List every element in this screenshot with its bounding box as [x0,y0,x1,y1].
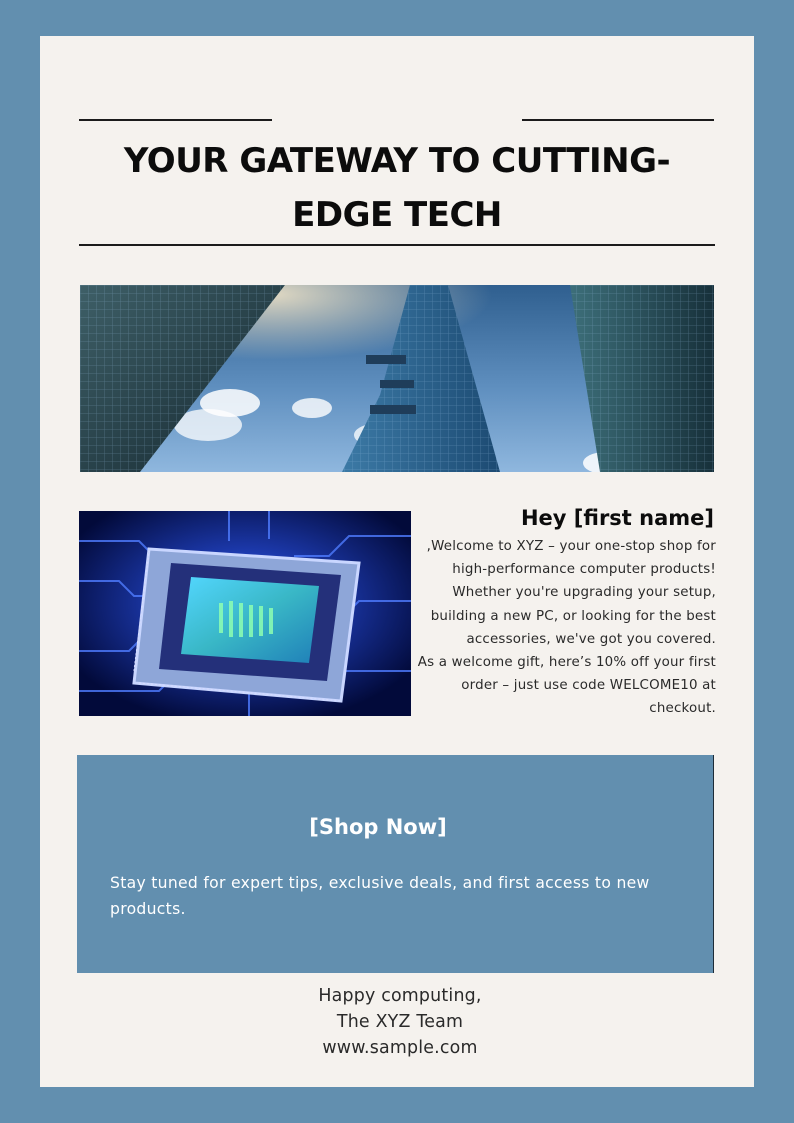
welcome-message [414,535,716,721]
promo-panel [77,755,714,973]
greeting-heading: Hey [first name] [520,506,714,530]
signoff [280,983,520,1061]
top-right-rule [522,119,714,121]
top-left-rule [79,119,272,121]
title-underline [79,244,715,246]
shop-now-button[interactable]: [Shop Now] [309,815,447,839]
signoff-line: Happy computing, [318,986,482,1006]
hero-image [80,285,714,472]
circuit-chip-image [79,511,411,716]
newsletter-sheet [40,36,754,1087]
page-title: YOUR GATEWAY TO CUTTING-EDGE TECH [123,141,671,235]
promo-text: Stay tuned for expert tips, exclusive deals, and first access to new products. [110,874,650,918]
offer-paragraph: As a welcome gift, here’s 10% off your first order – just use code WELCOME10 at checkout. [417,655,716,717]
welcome-paragraph: ,Welcome to XYZ – your one-stop shop for high-performance computer products! Whether you're upgrading your setup, building a new PC, or looking for the best accessories, we've got you covered. [426,539,716,647]
website-link[interactable]: www.sample.com [322,1038,478,1058]
cpu-chip-illustration [79,511,411,716]
signoff-team: The XYZ Team [336,1012,464,1032]
skyscrapers-illustration [80,285,714,472]
